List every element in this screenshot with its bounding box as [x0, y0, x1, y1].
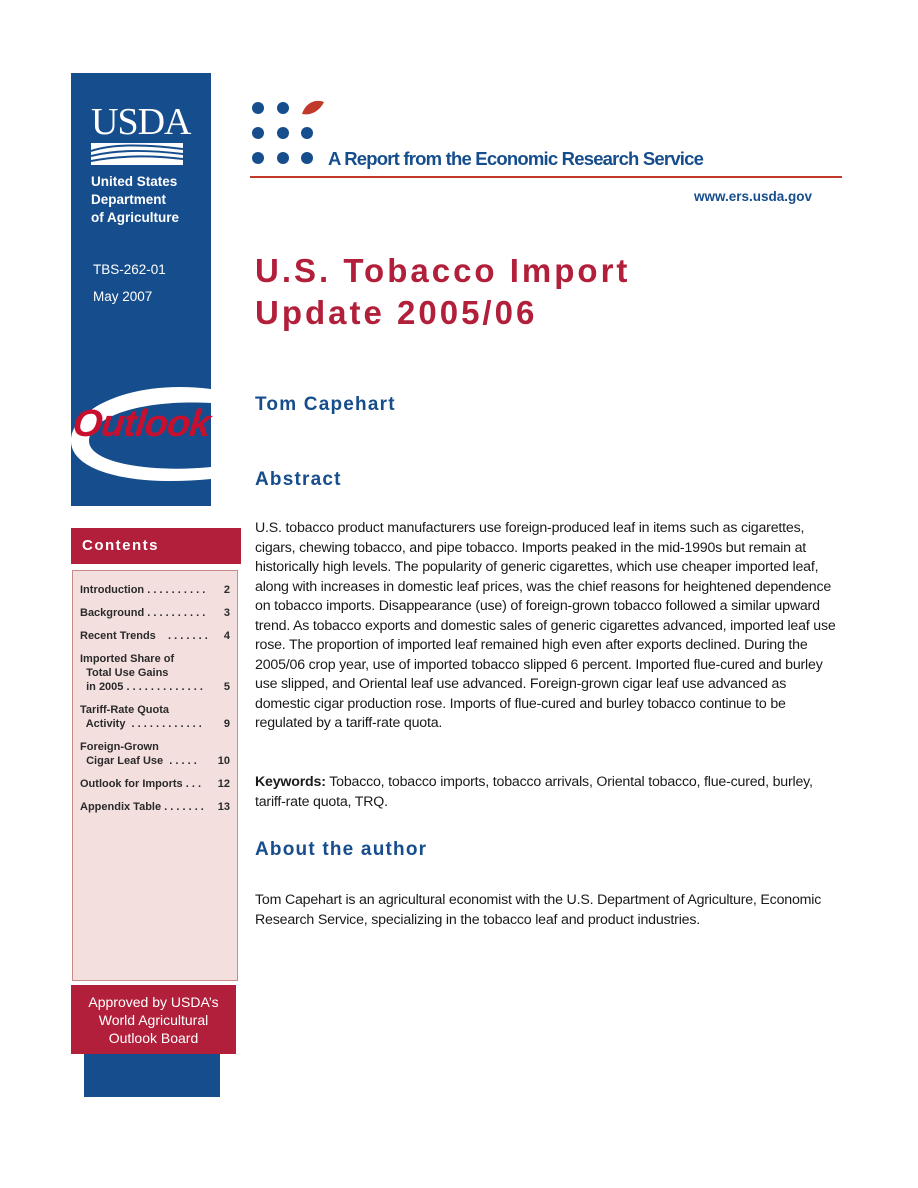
agency-line: United States: [91, 174, 178, 189]
agency-name: [91, 173, 179, 227]
title-line: U.S. Tobacco Import: [255, 252, 631, 289]
contents-header: [71, 528, 241, 564]
toc-title: Cigar Leaf Use . . . . .: [80, 755, 197, 767]
toc-title: Background . . . . . . . . . .: [80, 607, 206, 619]
toc-title: Activity . . . . . . . . . . . .: [80, 718, 202, 730]
toc-page: 12: [217, 778, 230, 790]
table-of-contents: [80, 583, 230, 823]
page-title: [255, 250, 630, 334]
toc-title: Introduction . . . . . . . . . .: [80, 584, 206, 596]
ers-dots-logo-icon: [250, 100, 330, 170]
report-number: TBS-262-01: [93, 262, 166, 277]
author-name: Tom Capehart: [255, 394, 396, 415]
toc-item-background[interactable]: [80, 606, 230, 620]
about-text: Tom Capehart is an agricultural economist with the U.S. Department of Agriculture, Economic Research Service, specializing in the tobacco leaf and product industries.: [255, 892, 822, 928]
approved-line: Approved by USDA’s: [88, 994, 219, 1010]
about-heading: About the author: [255, 839, 428, 860]
header-divider: [250, 176, 842, 178]
report-date: May 2007: [93, 289, 153, 304]
usda-logo: USDA: [91, 101, 191, 143]
toc-title: Appendix Table . . . . . . .: [80, 801, 204, 813]
toc-item-outlook-for-imports[interactable]: [80, 777, 230, 791]
sidebar-panel: [71, 73, 211, 506]
usda-logo-hills-icon: [91, 143, 183, 165]
keywords-text: Tobacco, tobacco imports, tobacco arrivals, Oriental tobacco, flue-cured, burley, tariff-rate quota, TRQ.: [255, 774, 813, 810]
toc-title: Outlook for Imports . . .: [80, 778, 201, 790]
toc-title: Imported Share of: [80, 653, 175, 665]
approved-banner: [71, 985, 236, 1054]
abstract-heading: Abstract: [255, 469, 342, 490]
keywords-label: Keywords:: [255, 774, 326, 790]
keywords: [255, 773, 843, 812]
toc-item-imported-share[interactable]: [80, 652, 230, 694]
report-from-heading: A Report from the Economic Research Service: [328, 148, 704, 169]
toc-title: Foreign-Grown: [80, 741, 159, 753]
website-link[interactable]: www.ers.usda.gov: [694, 189, 813, 204]
toc-title: Total Use Gains: [80, 667, 169, 679]
toc-page: 9: [223, 718, 230, 730]
abstract-text: U.S. tobacco product manufacturers use foreign-produced leaf in items such as cigarettes, cigars, chewing tobacco, and pipe tobacco. Imports peaked in the mid-1990s but remain at historically high levels. The popularity of generic cigarettes, which use cheaper imported leaf, along with increases in domestic leaf prices, was the chief reasons for heightened dependence on tobacco imports. Disappearance (use) of foreign-grown tobacco followed a similar upward trend. As tobacco exports and domestic sales of generic cigarettes advanced, imported leaf use rose. The proportion of imported leaf remained high even after exports declined. During the 2005/06 crop year, use of imported tobacco slipped 6 percent. Imported flue-cured and burley use slipped, and Oriental leaf use advanced. Foreign-grown cigar leaf use advanced as domestic cigar production rose. Imports of flue-cured and burley tobacco continue to be regulated by a tariff-rate quota.: [255, 520, 836, 731]
toc-title: Recent Trends . . . . . . .: [80, 630, 208, 642]
contents-heading: Contents: [82, 537, 159, 554]
bottom-blue-block: [84, 1054, 220, 1097]
report-info: [93, 256, 166, 310]
toc-item-recent-trends[interactable]: [80, 629, 230, 643]
toc-title: in 2005 . . . . . . . . . . . . .: [80, 681, 203, 693]
toc-item-tariff-rate-quota[interactable]: [80, 703, 230, 731]
toc-page: 4: [223, 630, 230, 642]
agency-line: Department: [91, 192, 167, 207]
toc-item-appendix-table[interactable]: [80, 800, 230, 814]
agency-line: of Agriculture: [91, 210, 180, 225]
toc-title: Tariff-Rate Quota: [80, 704, 170, 716]
outlook-logo: Outlook: [70, 403, 212, 445]
toc-page: 3: [223, 607, 230, 619]
toc-item-introduction[interactable]: [80, 583, 230, 597]
toc-page: 13: [217, 801, 230, 813]
toc-item-foreign-grown[interactable]: [80, 740, 230, 768]
contents-panel: [72, 570, 238, 981]
approved-line: World Agricultural: [98, 1012, 209, 1028]
toc-page: 5: [223, 681, 230, 693]
toc-page: 10: [217, 755, 230, 767]
approved-line: Outlook Board: [108, 1030, 199, 1046]
title-line: Update 2005/06: [255, 294, 538, 331]
toc-page: 2: [223, 584, 230, 596]
